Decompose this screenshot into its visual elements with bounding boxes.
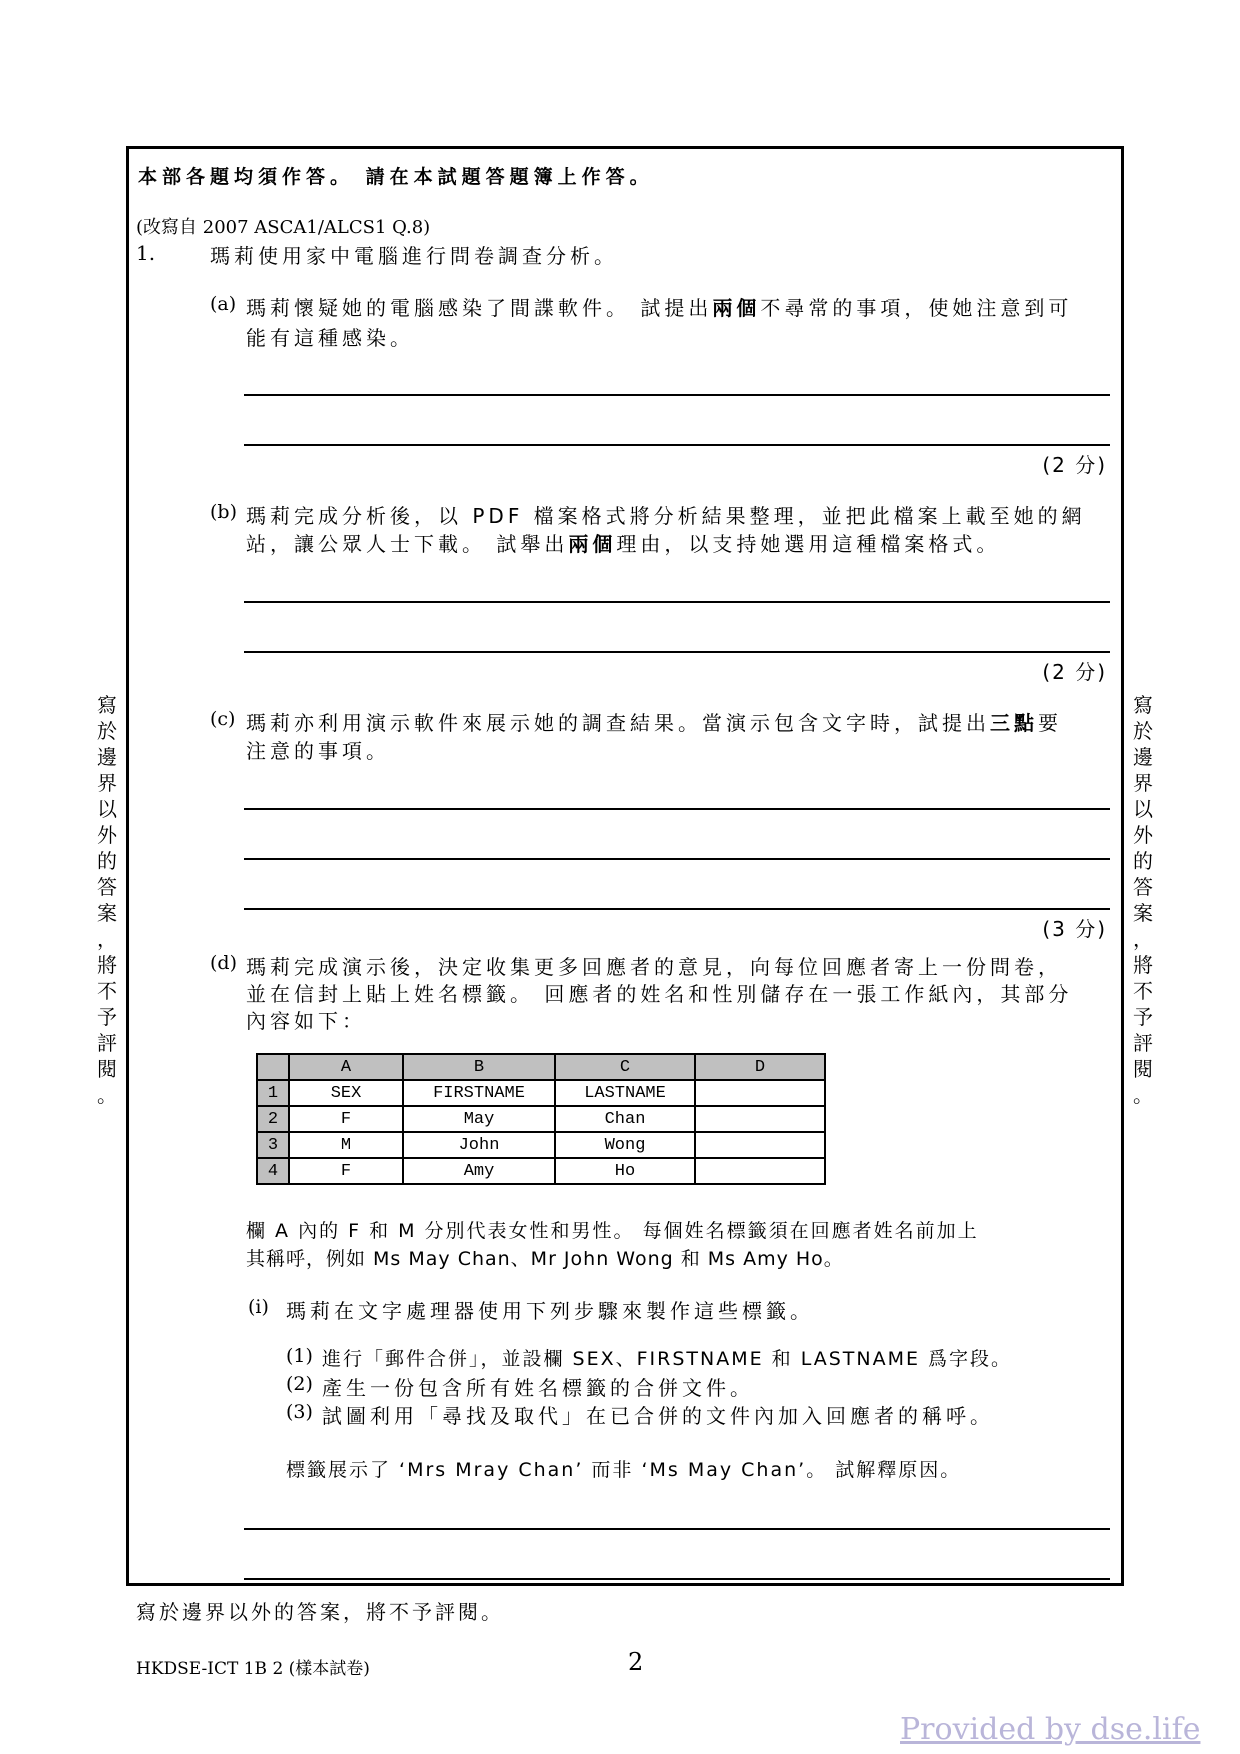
sheet-cell: FIRSTNAME	[403, 1080, 555, 1106]
part-b-text-line2: 站，讓公眾人士下載。 試舉出兩個理由，以支持她選用這種檔案格式。	[246, 532, 1001, 556]
sheet-row	[257, 1132, 825, 1158]
part-a-text-line1: 瑪莉懷疑她的電腦感染了間諜軟件。 試提出兩個不尋常的事項，使她注意到可	[246, 296, 1073, 320]
question-number: 1.	[136, 241, 156, 265]
part-d-after-line1: 欄 A 內的 F 和 M 分別代表女性和男性。 每個姓名標籤須在回應者姓名前加上	[246, 1220, 979, 1242]
sheet-row-header: 3	[257, 1132, 289, 1158]
sheet-row-header: 4	[257, 1158, 289, 1184]
answer-line	[244, 444, 1110, 446]
part-a-label: (a)	[210, 293, 237, 315]
instruction-text: 本部各題均須作答。 請在本試題答題簿上作答。	[138, 166, 654, 188]
part-d-after-line2: 其稱呼，例如 Ms May Chan、Mr John Wong 和 Ms Amy Ho。	[246, 1248, 844, 1270]
part-b-text-line1: 瑪莉完成分析後，以 PDF 檔案格式將分析結果整理，並把此檔案上載至她的網	[246, 504, 1086, 528]
sub-i-intro: 瑪莉在文字處理器使用下列步驟來製作這些標籤。	[286, 1299, 814, 1323]
part-d-label: (d)	[210, 952, 237, 974]
sheet-row	[257, 1106, 825, 1132]
part-b-label: (b)	[210, 501, 237, 523]
left-margin-note: 寫 於 邊 界 以 外 的 答 案 ， 將 不 予 評 閱 。	[97, 693, 117, 1107]
sheet-row-header: 2	[257, 1106, 289, 1132]
answer-line	[244, 394, 1110, 396]
answer-line	[244, 808, 1110, 810]
sheet-column-header-row	[257, 1054, 825, 1080]
part-a-text-line2: 能有這種感染。	[246, 326, 414, 350]
part-a-marks: (2 分)	[1042, 453, 1107, 477]
sheet-cell	[695, 1106, 825, 1132]
right-margin-note: 寫 於 邊 界 以 外 的 答 案 ， 將 不 予 評 閱 。	[1133, 693, 1153, 1107]
answer-line	[244, 908, 1110, 910]
sheet-cell: Ho	[555, 1158, 695, 1184]
sheet-column-header: B	[403, 1054, 555, 1080]
step-text: 試圖利用「尋找及取代」在已合併的文件內加入回應者的稱呼。	[322, 1404, 994, 1428]
sheet-corner-cell	[257, 1054, 289, 1080]
sheet-cell: Amy	[403, 1158, 555, 1184]
sheet-row-header: 1	[257, 1080, 289, 1106]
sheet-cell: F	[289, 1106, 403, 1132]
sheet-cell: Chan	[555, 1106, 695, 1132]
sheet-cell: Wong	[555, 1132, 695, 1158]
answer-line	[244, 1528, 1110, 1530]
step-text: 進行「郵件合併」，並設欄 SEX、FIRSTNAME 和 LASTNAME 爲字段。	[322, 1348, 1013, 1370]
sheet-row	[257, 1158, 825, 1184]
watermark-brand: Provided by dse.life	[900, 1712, 1201, 1747]
sub-i-question: 標籤展示了 ‘Mrs Mray Chan’ 而非 ‘Ms May Chan’。 試解釋原因。	[286, 1459, 962, 1481]
sub-i-label: (i)	[248, 1296, 269, 1318]
sheet-cell: LASTNAME	[555, 1080, 695, 1106]
page-number: 2	[628, 1648, 644, 1676]
part-c-label: (c)	[210, 708, 236, 730]
part-c-text-line1: 瑪莉亦利用演示軟件來展示她的調查結果。當演示包含文字時，試提出三點要	[246, 711, 1062, 735]
paper-code: HKDSE-ICT 1B 2 (樣本試卷)	[136, 1659, 370, 1679]
boundary-note: 寫於邊界以外的答案，將不予評閱。	[136, 1600, 504, 1624]
sheet-column-header: D	[695, 1054, 825, 1080]
part-d-text-line2: 並在信封上貼上姓名標籤。 回應者的姓名和性別儲存在一張工作紙內，其部分	[246, 982, 1073, 1006]
answer-line	[244, 601, 1110, 603]
sheet-cell: SEX	[289, 1080, 403, 1106]
answer-line	[244, 651, 1110, 653]
source-note: (改寫自 2007 ASCA1/ALCS1 Q.8)	[136, 217, 431, 238]
part-d-text-line1: 瑪莉完成演示後，決定收集更多回應者的意見，向每位回應者寄上一份問卷，	[246, 955, 1062, 979]
sheet-cell	[695, 1132, 825, 1158]
step-number: (2)	[286, 1373, 313, 1395]
sheet-row	[257, 1080, 825, 1106]
part-b-marks: (2 分)	[1042, 660, 1107, 684]
question-stem: 瑪莉使用家中電腦進行問卷調查分析。	[210, 244, 618, 268]
sheet-column-header: C	[555, 1054, 695, 1080]
sheet-cell	[695, 1158, 825, 1184]
part-d-text-line3: 內容如下：	[246, 1009, 366, 1033]
part-c-marks: (3 分)	[1042, 917, 1107, 941]
part-c-text-line2: 注意的事項。	[246, 739, 390, 763]
answer-line	[244, 858, 1110, 860]
sheet-cell: May	[403, 1106, 555, 1132]
sheet-column-header: A	[289, 1054, 403, 1080]
sheet-cell: M	[289, 1132, 403, 1158]
step-number: (3)	[286, 1401, 313, 1423]
sheet-cell	[695, 1080, 825, 1106]
answer-line	[244, 1578, 1110, 1580]
step-number: (1)	[286, 1345, 313, 1367]
spreadsheet-table	[256, 1053, 826, 1185]
sheet-cell: F	[289, 1158, 403, 1184]
step-text: 產生一份包含所有姓名標籤的合併文件。	[322, 1376, 754, 1400]
sheet-cell: John	[403, 1132, 555, 1158]
